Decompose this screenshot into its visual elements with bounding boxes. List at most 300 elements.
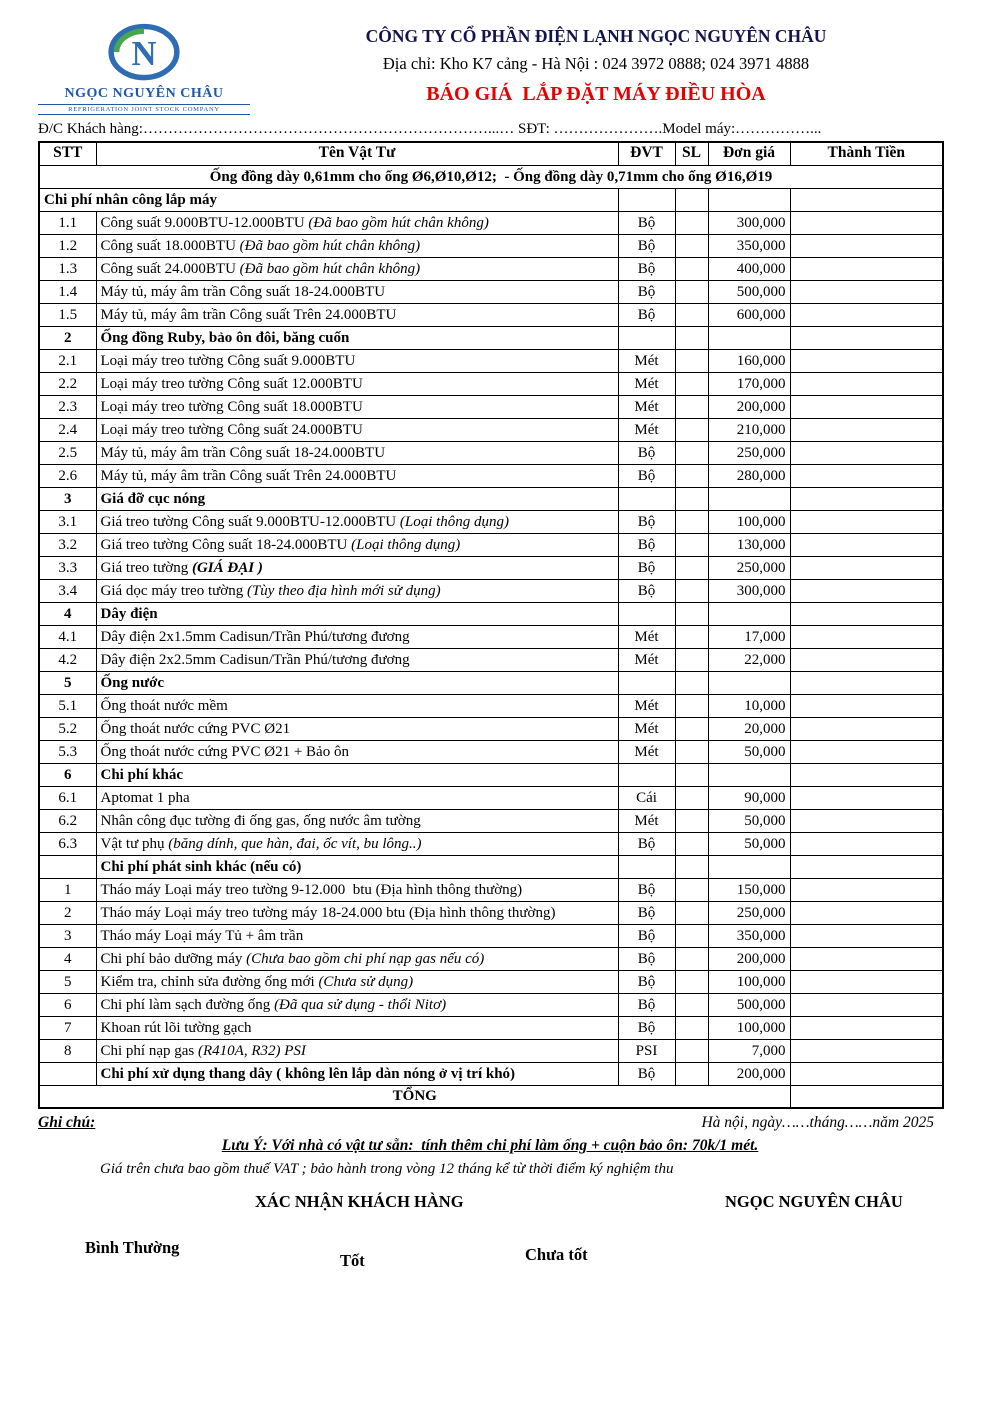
table-row [39, 648, 943, 671]
note-cell: Ống đồng dày 0,61mm cho ống Ø6,Ø10,Ø12; - Ống đồng dày 0,71mm cho ống Ø16,Ø19 [39, 165, 943, 188]
company-signature-label: NGỌC NGUYÊN CHÂU [725, 1192, 903, 1211]
item-name: Aptomat 1 pha [100, 789, 190, 806]
column-header: Tên Vật Tư [96, 142, 618, 165]
sl-cell [675, 740, 708, 763]
sl-cell [675, 257, 708, 280]
section-row [39, 763, 943, 786]
table-row [39, 809, 943, 832]
item-note: (Tùy theo địa hình mới sử dụng) [246, 582, 441, 599]
rating-good-label: Tốt [340, 1251, 365, 1270]
stt-cell: 5.3 [39, 740, 96, 763]
stt-cell: 3.2 [39, 533, 96, 556]
item-note: (Đã bao gồm hút chân không) [239, 237, 421, 254]
section-title-cell: Chi phí nhân công lắp máy [39, 188, 618, 211]
table-row [39, 740, 943, 763]
item-name: Tháo máy Loại máy Tủ + âm trần [100, 927, 304, 944]
column-header: STT [39, 142, 96, 165]
stt-cell: 5 [39, 970, 96, 993]
sl-cell [675, 878, 708, 901]
stt-cell: 3.3 [39, 556, 96, 579]
total-cell [790, 464, 943, 487]
section-row [39, 602, 943, 625]
price-cell: 150,000 [708, 878, 790, 901]
name-cell [96, 993, 618, 1016]
section-row [39, 855, 943, 878]
total-cell [790, 671, 943, 694]
sl-cell [675, 556, 708, 579]
vat-warranty-line: Giá trên chưa bao gồm thuế VAT ; bảo hành trong vòng 12 tháng kể từ thời điểm ký nghiệm thu [100, 1161, 674, 1177]
dvt-cell: Bộ [618, 901, 675, 924]
item-name: Công suất 9.000BTU-12.000BTU [100, 214, 309, 231]
item-note: (Loại thông dụng) [399, 513, 510, 530]
item-name: Ống thoát nước mềm [100, 697, 228, 714]
sl-cell [675, 326, 708, 349]
item-name: Loại máy treo tường Công suất 24.000BTU [100, 421, 363, 438]
customer-signature-label: XÁC NHẬN KHÁCH HÀNG [255, 1192, 464, 1211]
item-note: (Chưa bao gồm chi phí nạp gas nếu có) [246, 950, 485, 967]
stt-cell: 5.1 [39, 694, 96, 717]
rating-row [38, 1238, 942, 1268]
price-cell [708, 326, 790, 349]
item-note: (Đã bao gồm hút chân không) [239, 260, 421, 277]
sl-cell [675, 625, 708, 648]
total-cell [790, 970, 943, 993]
sl-cell [675, 234, 708, 257]
sl-cell [675, 372, 708, 395]
dvt-cell: Bộ [618, 947, 675, 970]
sl-cell [675, 280, 708, 303]
table-row [39, 924, 943, 947]
stt-cell: 2.4 [39, 418, 96, 441]
name-cell [96, 786, 618, 809]
price-cell [708, 188, 790, 211]
section-row [39, 487, 943, 510]
stt-cell: 8 [39, 1039, 96, 1062]
price-cell: 100,000 [708, 510, 790, 533]
table-row [39, 257, 943, 280]
item-name: Chi phí xử dụng thang dây ( không lên lắp dàn nóng ở vị trí khó) [100, 1065, 516, 1082]
sl-cell [675, 418, 708, 441]
table-row [39, 1039, 943, 1062]
company-name: CÔNG TY CỔ PHẦN ĐIỆN LẠNH NGỌC NGUYÊN CHÂU [365, 26, 827, 46]
sl-cell [675, 694, 708, 717]
price-cell: 7,000 [708, 1039, 790, 1062]
item-name: Ống thoát nước cứng PVC Ø21 [100, 720, 291, 737]
total-cell [790, 326, 943, 349]
section-row [39, 326, 943, 349]
name-cell [96, 510, 618, 533]
item-note: (Chưa sử dụng) [318, 973, 414, 990]
total-cell [790, 924, 943, 947]
total-cell [790, 510, 943, 533]
stt-cell [39, 855, 96, 878]
price-cell: 17,000 [708, 625, 790, 648]
price-cell: 170,000 [708, 372, 790, 395]
price-cell: 50,000 [708, 740, 790, 763]
total-cell [790, 855, 943, 878]
item-note: (Loại thông dụng) [351, 536, 461, 553]
stt-cell: 4.1 [39, 625, 96, 648]
company-address: Địa chỉ: Kho K7 cảng - Hà Nội : 024 3972 0888; 024 3971 4888 [382, 54, 810, 73]
name-cell [96, 1016, 618, 1039]
stt-cell: 2 [39, 326, 96, 349]
total-cell [790, 303, 943, 326]
item-name: Loại máy treo tường Công suất 12.000BTU [100, 375, 363, 392]
name-cell [96, 395, 618, 418]
stt-cell: 1.2 [39, 234, 96, 257]
total-cell [790, 740, 943, 763]
sl-cell [675, 924, 708, 947]
stt-cell: 6.1 [39, 786, 96, 809]
name-cell [96, 832, 618, 855]
stt-cell: 2.2 [39, 372, 96, 395]
price-cell: 200,000 [708, 947, 790, 970]
dvt-cell: Bộ [618, 832, 675, 855]
total-cell [790, 280, 943, 303]
sl-cell [675, 809, 708, 832]
stt-cell: 3.1 [39, 510, 96, 533]
stt-cell: 4 [39, 947, 96, 970]
price-cell: 250,000 [708, 901, 790, 924]
table-row [39, 901, 943, 924]
header-text-block [250, 16, 942, 106]
dvt-cell [618, 763, 675, 786]
dvt-cell: Bộ [618, 510, 675, 533]
dvt-cell: Bộ [618, 234, 675, 257]
name-cell [96, 740, 618, 763]
price-cell [708, 763, 790, 786]
column-header: Đơn giá [708, 142, 790, 165]
stt-cell: 6.2 [39, 809, 96, 832]
total-cell [790, 257, 943, 280]
name-cell [96, 234, 618, 257]
section-title-cell: Giá đỡ cục nóng [96, 487, 618, 510]
column-header: SL [675, 142, 708, 165]
sl-cell [675, 510, 708, 533]
dvt-cell: Bộ [618, 303, 675, 326]
name-cell [96, 648, 618, 671]
total-cell [790, 372, 943, 395]
name-cell [96, 556, 618, 579]
item-name: Chi phí bảo dưỡng máy [100, 950, 247, 967]
table-row [39, 372, 943, 395]
sl-cell [675, 533, 708, 556]
item-note: (Đã qua sử dụng - thổi Nitơ) [274, 996, 447, 1013]
table-row [39, 970, 943, 993]
stt-cell: 3.4 [39, 579, 96, 602]
sl-cell [675, 1062, 708, 1085]
item-name: Loại máy treo tường Công suất 9.000BTU [100, 352, 356, 369]
dvt-cell: Bộ [618, 211, 675, 234]
signature-row [38, 1192, 942, 1216]
document-title: BÁO GIÁ LẮP ĐẶT MÁY ĐIỀU HÒA [426, 83, 766, 105]
stt-cell: 3 [39, 487, 96, 510]
item-name: Máy tủ, máy âm trần Công suất 18-24.000BTU [100, 283, 386, 300]
name-cell [96, 625, 618, 648]
stt-cell: 5.2 [39, 717, 96, 740]
dvt-cell: Mét [618, 809, 675, 832]
stt-cell: 6 [39, 763, 96, 786]
name-cell [96, 1039, 618, 1062]
item-name: Giá treo tường Công suất 18-24.000BTU [100, 536, 352, 553]
total-cell [790, 993, 943, 1016]
dvt-cell: Bộ [618, 280, 675, 303]
dvt-cell: Bộ [618, 257, 675, 280]
item-name: Tháo máy Loại máy treo tường máy 18-24.000 btu (Địa hình thông thường) [100, 904, 556, 921]
total-cell [790, 234, 943, 257]
dvt-cell: Bộ [618, 441, 675, 464]
section-row [39, 188, 943, 211]
item-name: Ống thoát nước cứng PVC Ø21 + Bảo ôn [100, 743, 349, 760]
price-cell: 50,000 [708, 809, 790, 832]
quote-table [38, 141, 944, 1109]
price-cell: 100,000 [708, 1016, 790, 1039]
dvt-cell: Bộ [618, 970, 675, 993]
sl-cell [675, 832, 708, 855]
table-row [39, 786, 943, 809]
sl-cell [675, 786, 708, 809]
total-cell [790, 694, 943, 717]
sl-cell [675, 602, 708, 625]
logo-company-name: NGỌC NGUYÊN CHÂU [64, 86, 224, 101]
section-title-cell: Ống đồng Ruby, bảo ôn đôi, băng cuốn [96, 326, 618, 349]
name-cell [96, 1062, 618, 1085]
table-row [39, 349, 943, 372]
notes-label: Ghi chú: [38, 1114, 96, 1131]
total-cell [790, 188, 943, 211]
dvt-cell: Mét [618, 694, 675, 717]
total-cell [790, 441, 943, 464]
item-name: Máy tủ, máy âm trần Công suất Trên 24.000BTU [100, 467, 397, 484]
dvt-cell: Bộ [618, 993, 675, 1016]
total-cell [790, 625, 943, 648]
table-row [39, 878, 943, 901]
table-row [39, 418, 943, 441]
total-cell [790, 809, 943, 832]
dvt-cell [618, 602, 675, 625]
item-name: Chi phí nạp gas [100, 1042, 198, 1059]
total-cell [790, 349, 943, 372]
dvt-cell [618, 188, 675, 211]
name-cell [96, 694, 618, 717]
total-cell [790, 648, 943, 671]
sl-cell [675, 349, 708, 372]
table-row [39, 280, 943, 303]
stt-cell: 6 [39, 993, 96, 1016]
total-cell [790, 878, 943, 901]
price-cell: 22,000 [708, 648, 790, 671]
table-header-row [39, 142, 943, 165]
section-title-cell: Ống nước [96, 671, 618, 694]
dvt-cell: Mét [618, 740, 675, 763]
price-cell: 600,000 [708, 303, 790, 326]
dvt-cell: Bộ [618, 878, 675, 901]
name-cell [96, 947, 618, 970]
total-cell [790, 786, 943, 809]
dvt-cell: Bộ [618, 533, 675, 556]
rating-normal-label: Bình Thường [85, 1238, 180, 1257]
price-cell: 300,000 [708, 211, 790, 234]
table-row [39, 579, 943, 602]
price-cell [708, 487, 790, 510]
section-title-cell: Dây điện [96, 602, 618, 625]
sl-cell [675, 947, 708, 970]
table-row [39, 165, 943, 188]
doc-header [38, 16, 942, 115]
rating-bad-label: Chưa tốt [525, 1245, 588, 1264]
price-cell: 250,000 [708, 441, 790, 464]
stt-cell: 2.5 [39, 441, 96, 464]
section-row [39, 671, 943, 694]
price-cell: 500,000 [708, 280, 790, 303]
dvt-cell: PSI [618, 1039, 675, 1062]
dvt-cell [618, 487, 675, 510]
dvt-cell: Mét [618, 418, 675, 441]
total-cell [790, 556, 943, 579]
dvt-cell: Bộ [618, 579, 675, 602]
total-cell [790, 579, 943, 602]
item-name: Dây điện 2x1.5mm Cadisun/Trần Phú/tương đương [100, 628, 410, 645]
table-row [39, 441, 943, 464]
sl-cell [675, 1016, 708, 1039]
price-cell [708, 855, 790, 878]
total-row [39, 1085, 943, 1108]
name-cell [96, 211, 618, 234]
name-cell [96, 901, 618, 924]
dvt-cell [618, 855, 675, 878]
table-row [39, 1016, 943, 1039]
total-cell [790, 211, 943, 234]
total-cell [790, 395, 943, 418]
stt-cell: 3 [39, 924, 96, 947]
price-cell: 200,000 [708, 395, 790, 418]
item-name: Giá treo tường [100, 559, 192, 576]
total-cell [790, 901, 943, 924]
name-cell [96, 372, 618, 395]
item-name: Tháo máy Loại máy treo tường 9-12.000 btu (Địa hình thông thường) [100, 881, 523, 898]
sl-cell [675, 855, 708, 878]
sl-cell [675, 395, 708, 418]
company-logo [38, 16, 250, 115]
price-cell [708, 602, 790, 625]
total-cell [790, 418, 943, 441]
total-cell [790, 1039, 943, 1062]
price-cell: 210,000 [708, 418, 790, 441]
name-cell [96, 717, 618, 740]
item-name: Máy tủ, máy âm trần Công suất 18-24.000BTU [100, 444, 386, 461]
name-cell [96, 441, 618, 464]
item-note: (Đã bao gồm hút chân không) [308, 214, 489, 231]
table-row [39, 556, 943, 579]
dvt-cell: Bộ [618, 924, 675, 947]
item-name: Giá dọc máy treo tường [100, 582, 247, 599]
stt-cell: 6.3 [39, 832, 96, 855]
price-cell: 90,000 [708, 786, 790, 809]
price-cell: 280,000 [708, 464, 790, 487]
name-cell [96, 349, 618, 372]
sl-cell [675, 303, 708, 326]
sl-cell [675, 671, 708, 694]
stt-cell: 2.6 [39, 464, 96, 487]
table-row [39, 303, 943, 326]
name-cell [96, 878, 618, 901]
table-row [39, 234, 943, 257]
sl-cell [675, 901, 708, 924]
table-row [39, 947, 943, 970]
sl-cell [675, 441, 708, 464]
name-cell [96, 418, 618, 441]
sl-cell [675, 188, 708, 211]
stt-cell: 2 [39, 901, 96, 924]
table-row [39, 625, 943, 648]
stt-cell: 4 [39, 602, 96, 625]
sl-cell [675, 648, 708, 671]
dvt-cell: Cái [618, 786, 675, 809]
sl-cell [675, 993, 708, 1016]
item-note: (GIÁ ĐẠI ) [191, 559, 263, 576]
price-cell: 160,000 [708, 349, 790, 372]
stt-cell: 2.3 [39, 395, 96, 418]
total-cell [790, 1085, 943, 1108]
sl-cell [675, 579, 708, 602]
table-row [39, 510, 943, 533]
item-name: Nhân công đục tường đi ống gas, ống nước âm tường [100, 812, 421, 829]
total-cell [790, 763, 943, 786]
price-cell [708, 671, 790, 694]
dvt-cell: Bộ [618, 1016, 675, 1039]
table-row [39, 211, 943, 234]
price-cell: 10,000 [708, 694, 790, 717]
stt-cell: 5 [39, 671, 96, 694]
table-row [39, 533, 943, 556]
footer-note-row [38, 1114, 942, 1132]
item-name: Công suất 24.000BTU [100, 260, 240, 277]
table-row [39, 464, 943, 487]
price-cell: 500,000 [708, 993, 790, 1016]
customer-info-line: Đ/C Khách hàng:……………………………………………………………...… SĐT: ………………….Model máy:……………... [38, 121, 822, 137]
item-name: Công suất 18.000BTU [100, 237, 240, 254]
stt-cell: 7 [39, 1016, 96, 1039]
logo-subtitle: REFRIGERATION JOINT STOCK COMPANY [38, 104, 250, 115]
price-cell: 400,000 [708, 257, 790, 280]
item-name: Vật tư phụ [100, 835, 169, 852]
stt-cell: 1.3 [39, 257, 96, 280]
dvt-cell [618, 326, 675, 349]
item-name: Dây điện 2x2.5mm Cadisun/Trần Phú/tương đương [100, 651, 410, 668]
dvt-cell [618, 671, 675, 694]
item-name: Khoan rút lõi tường gạch [100, 1019, 252, 1036]
section-title-cell: Chi phí khác [96, 763, 618, 786]
price-cell: 300,000 [708, 579, 790, 602]
sl-cell [675, 970, 708, 993]
price-cell: 50,000 [708, 832, 790, 855]
name-cell [96, 303, 618, 326]
price-cell: 200,000 [708, 1062, 790, 1085]
name-cell [96, 809, 618, 832]
attention-line: Lưu Ý: Với nhà có vật tư sẵn: tính thêm chi phí làm ống + cuộn bảo ôn: 70k/1 mét. [221, 1137, 759, 1154]
name-cell [96, 579, 618, 602]
sl-cell [675, 487, 708, 510]
total-cell [790, 1016, 943, 1039]
total-label-cell: TỔNG [39, 1085, 790, 1108]
stt-cell: 1.1 [39, 211, 96, 234]
table-row [39, 694, 943, 717]
total-cell [790, 1062, 943, 1085]
total-cell [790, 533, 943, 556]
column-header: ĐVT [618, 142, 675, 165]
name-cell [96, 970, 618, 993]
table-row [39, 832, 943, 855]
